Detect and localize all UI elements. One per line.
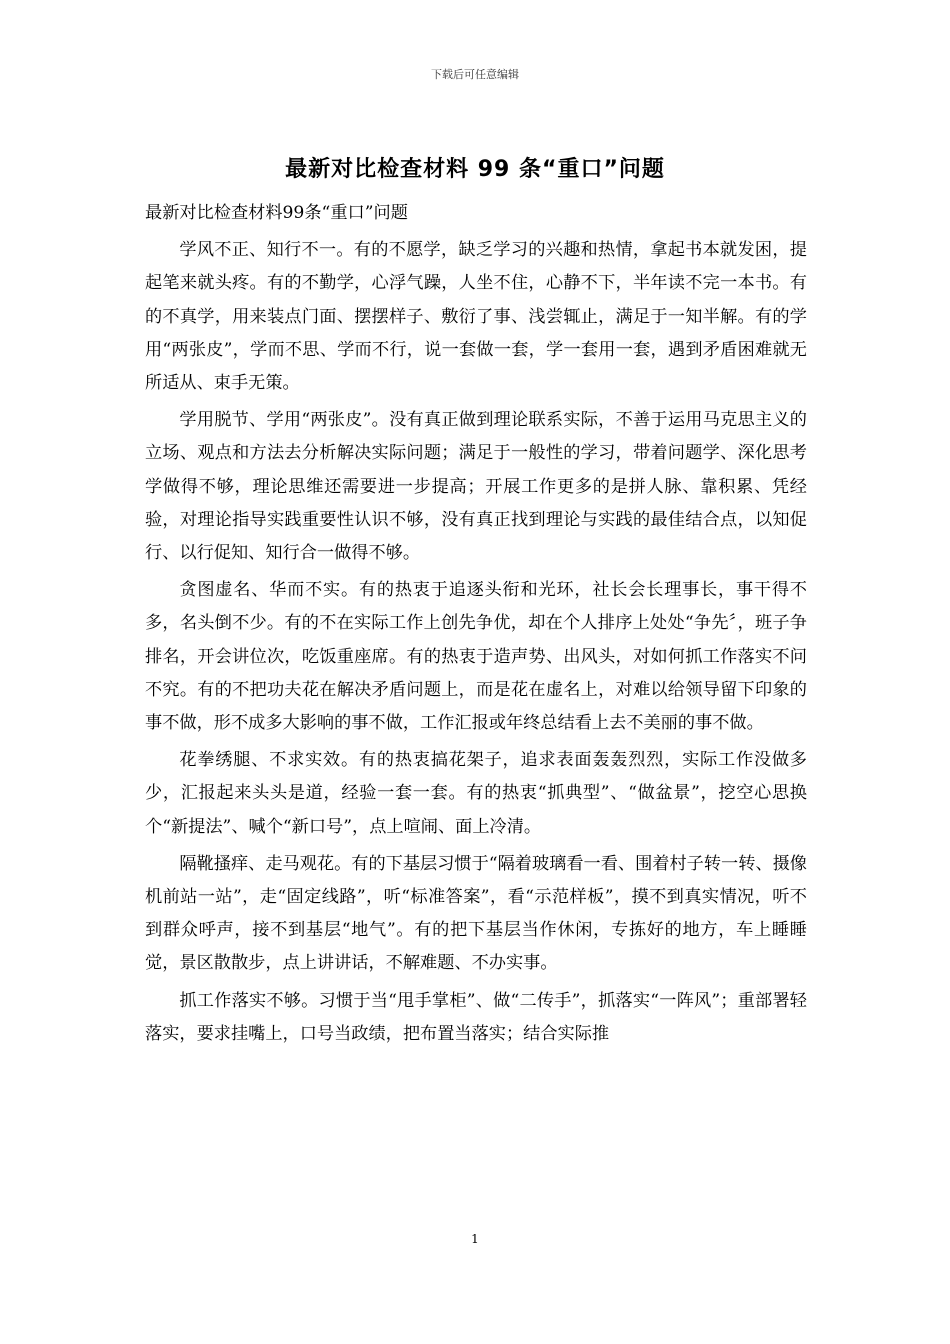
document-subtitle: 最新对比检查材料99条“重口”问题	[145, 203, 408, 223]
paragraph: 隔靴搔痒、走马观花。有的下基层习惯于“隔着玻璃看一看、围着村子转一转、摄像机前站一站”，走“固定线路”，听“标准答案”，看“示范样板”，摸不到真实情况，听不到群众呼声，接不到基层“地气”。有的把下基层当作休闲，专拣好的地方，车上睡睡觉，景区散散步，点上讲讲话，不解难题、不办实事。	[145, 853, 807, 974]
document-body	[145, 197, 807, 1055]
header-note: 下载后可任意编辑	[431, 68, 519, 81]
document-title: 最新对比检查材料 99 条“重口”问题	[285, 157, 665, 182]
paragraph: 学风不正、知行不一。有的不愿学，缺乏学习的兴趣和热情，拿起书本就发困，提起笔来就头疼。有的不勤学，心浮气躁，人坐不住，心静不下，半年读不完一本书。有的不真学，用来装点门面、摆摆样子、敷衍了事、浅尝辄止，满足于一知半解。有的学用“两张皮”，学而不思、学而不行，说一套做一套，学一套用一套，遇到矛盾困难就无所适从、束手无策。	[145, 240, 807, 394]
paragraph: 花拳绣腿、不求实效。有的热衷搞花架子，追求表面轰轰烈烈，实际工作没做多少，汇报起来头头是道，经验一套一套。有的热衷“抓典型”、“做盆景”，挖空心思换个“新提法”、喊个“新口号”，点上喧闹、面上冷清。	[145, 750, 807, 837]
paragraph: 抓工作落实不够。习惯于当“甩手掌柜”、做“二传手”，抓落实“一阵风”；重部署轻落实，要求挂嘴上，口号当政绩，把布置当落实；结合实际推	[145, 990, 807, 1044]
paragraph: 学用脱节、学用“两张皮”。没有真正做到理论联系实际，不善于运用马克思主义的立场、观点和方法去分析解决实际问题；满足于一般性的学习，带着问题学、深化思考学做得不够，理论思维还需要进一步提高；开展工作更多的是拼人脉、靠积累、凭经验，对理论指导实践重要性认识不够，没有真正找到理论与实践的最佳结合点，以知促行、以行促知、知行合一做得不够。	[145, 410, 807, 564]
page-number: 1	[471, 1232, 479, 1246]
paragraph: 贪图虚名、华而不实。有的热衷于追逐头衔和光环，社长会长理事长，事干得不多，名头倒不少。有的不在实际工作上创先争优，却在个人排序上处处“争先〞，班子争排名，开会讲位次，吃饭重座席。有的热衷于造声势、出风头，对如何抓工作落实不问不究。有的不把功夫花在解决矛盾问题上，而是花在虚名上，对难以给领导留下印象的事不做，形不成多大影响的事不做，工作汇报或年终总结看上去不美丽的事不做。	[145, 580, 807, 734]
